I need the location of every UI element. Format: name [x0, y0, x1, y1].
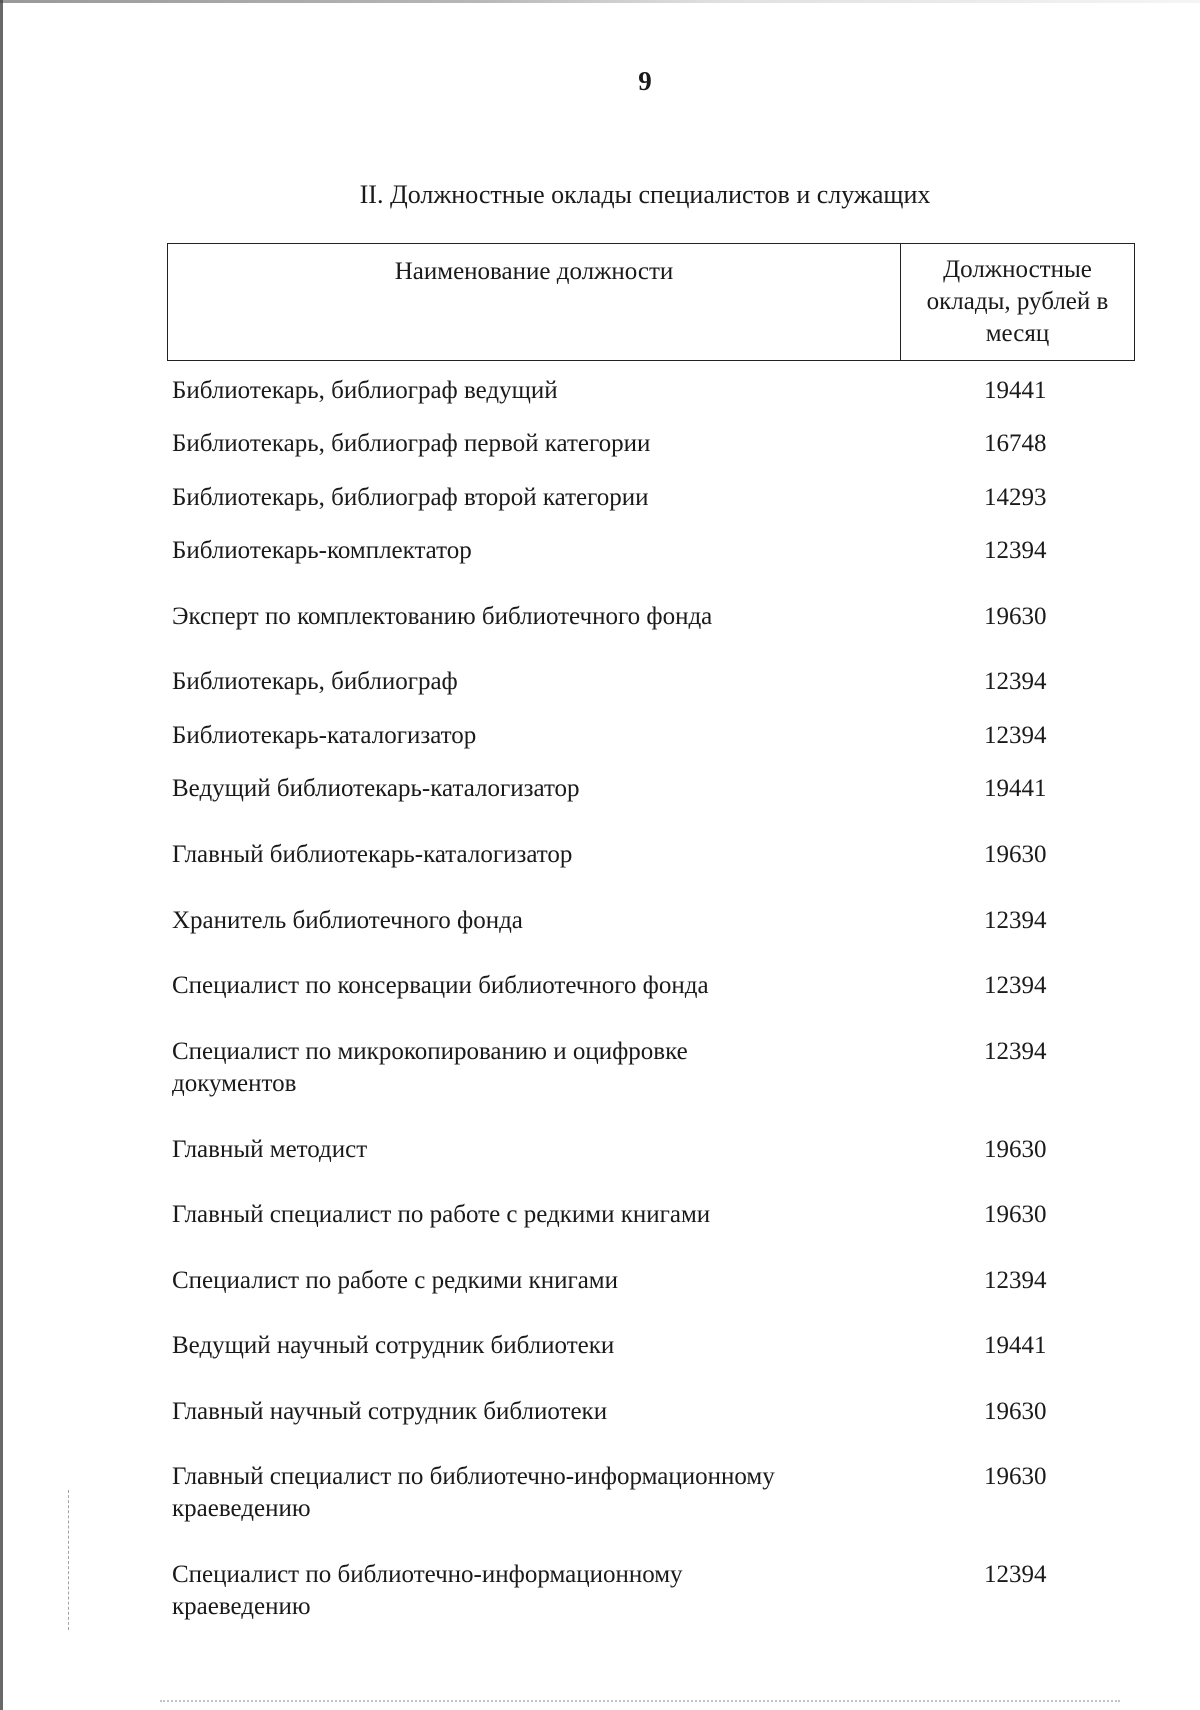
salary-value: 19630 [984, 841, 1047, 868]
salary-value: 12394 [984, 972, 1047, 999]
position-name-line: краеведению [172, 1495, 311, 1522]
position-name [172, 1559, 872, 1623]
salary-value: 12394 [984, 1267, 1047, 1294]
position-name: Хранитель библиотечного фонда [172, 907, 523, 934]
header-salary-line: оклады, рублей в [926, 288, 1109, 315]
scan-artifact-left [0, 0, 3, 1710]
header-salary-line: Должностные [943, 256, 1092, 283]
scan-artifact-bottom [160, 1700, 1120, 1702]
salary-value: 12394 [984, 1561, 1047, 1588]
position-name-line: Специалист по микрокопированию и оцифровке [172, 1038, 688, 1065]
salary-value: 16748 [984, 430, 1047, 457]
position-name: Библиотекарь, библиограф второй категории [172, 484, 649, 511]
header-position-name: Наименование должности [168, 244, 901, 360]
scan-artifact-mark [68, 1490, 69, 1630]
salary-value: 19630 [984, 1398, 1047, 1425]
header-salary [901, 244, 1134, 360]
position-name-line: Специалист по библиотечно-информационному [172, 1561, 683, 1588]
salary-value: 19630 [984, 1136, 1047, 1163]
salary-value: 19441 [984, 775, 1047, 802]
position-name-line: документов [172, 1070, 297, 1097]
position-name: Главный научный сотрудник библиотеки [172, 1398, 608, 1425]
position-name: Главный методист [172, 1136, 368, 1163]
position-name [172, 1461, 872, 1525]
salary-value: 12394 [984, 722, 1047, 749]
table-header [167, 243, 1135, 361]
position-name-line: Главный специалист по библиотечно-информационному [172, 1463, 775, 1490]
header-salary-line: месяц [985, 320, 1050, 347]
position-name: Библиотекарь, библиограф первой категории [172, 430, 651, 457]
salary-value: 12394 [984, 668, 1047, 695]
position-name: Библиотекарь, библиограф [172, 668, 458, 695]
salary-value: 19630 [984, 603, 1047, 630]
position-name: Библиотекарь, библиограф ведущий [172, 377, 558, 404]
position-name: Специалист по консервации библиотечного фонда [172, 972, 709, 999]
position-name-line: краеведению [172, 1593, 311, 1620]
position-name [172, 1036, 872, 1100]
position-name: Ведущий библиотекарь-каталогизатор [172, 775, 580, 802]
salary-value: 19630 [984, 1463, 1047, 1490]
salary-value: 19441 [984, 1332, 1047, 1359]
salary-value: 14293 [984, 484, 1047, 511]
position-name: Главный библиотекарь-каталогизатор [172, 841, 573, 868]
position-name: Эксперт по комплектованию библиотечного фонда [172, 603, 713, 630]
position-name: Главный специалист по работе с редкими книгами [172, 1201, 711, 1228]
page-number: 9 [638, 66, 652, 96]
salary-value: 19441 [984, 377, 1047, 404]
position-name: Библиотекарь-комплектатор [172, 537, 472, 564]
scan-artifact-top [0, 0, 1200, 3]
position-name: Специалист по работе с редкими книгами [172, 1267, 618, 1294]
position-name: Библиотекарь-каталогизатор [172, 722, 477, 749]
position-name: Ведущий научный сотрудник библиотеки [172, 1332, 615, 1359]
section-title: II. Должностные оклады специалистов и служащих [359, 180, 931, 209]
salary-value: 19630 [984, 1201, 1047, 1228]
salary-value: 12394 [984, 907, 1047, 934]
salary-value: 12394 [984, 537, 1047, 564]
salary-value: 12394 [984, 1038, 1047, 1065]
